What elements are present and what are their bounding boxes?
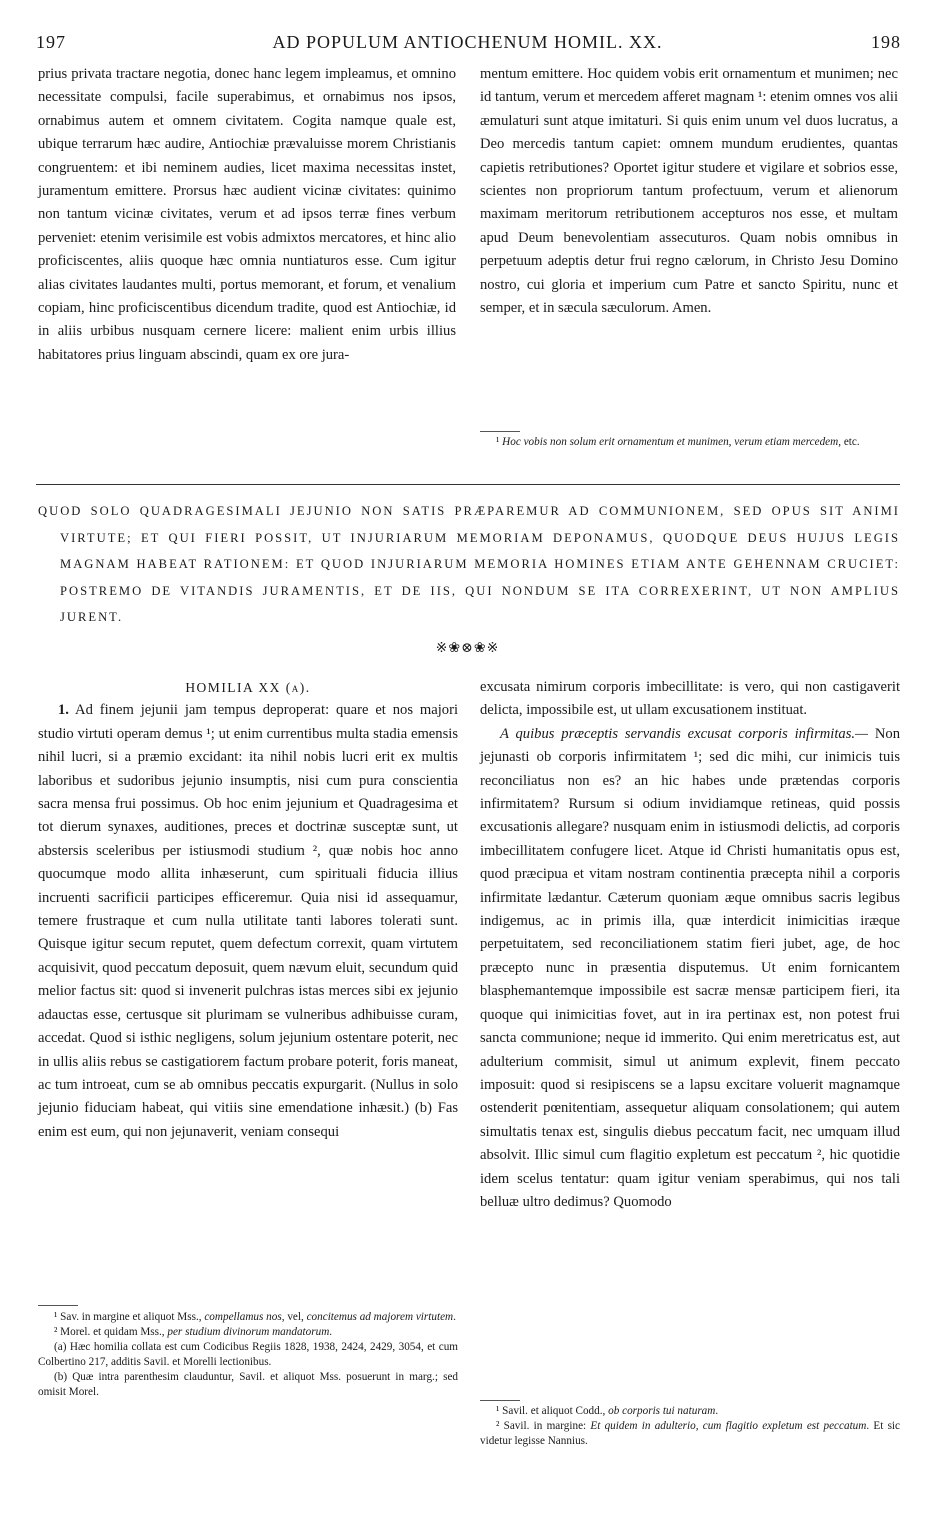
bottom-left-footnotes bbox=[38, 1310, 458, 1400]
page-number-left: 197 bbox=[36, 32, 66, 52]
footnote-text: Savil. in margine: bbox=[503, 1420, 591, 1432]
footnote-text: , etc. bbox=[838, 436, 860, 448]
footnote-rule-left bbox=[38, 1305, 78, 1306]
continuation-paragraph: excusata nimirum corporis imbecillitate: is vero, qui non castigaverit delicta, impossibile est, ut ullam excusationem instituat. bbox=[480, 679, 900, 719]
footnote-italic: ob corporis tui naturam bbox=[608, 1405, 716, 1417]
footnote-text: Hæc homilia collata est cum Codicibus Regiis 1828, 1938, 2424, 2429, 3054, et cum Colbertino 217, additis Savil. et Morelli lectionibus. bbox=[38, 1341, 458, 1368]
footnote-mark: ¹ bbox=[54, 1311, 58, 1323]
footnote-item bbox=[38, 1310, 458, 1325]
footnote-mark: ¹ bbox=[496, 436, 500, 448]
sidehead-paragraph bbox=[480, 723, 900, 1215]
ornament-fleuron: ※❀⊗❀※ bbox=[435, 641, 500, 656]
footnote-item bbox=[38, 1325, 458, 1340]
running-title: AD POPULUM ANTIOCHENUM HOMIL. XX. bbox=[272, 32, 663, 52]
section-divider bbox=[36, 484, 900, 485]
footnote-mark: (b) bbox=[54, 1371, 68, 1383]
footnote-item bbox=[38, 1340, 458, 1370]
footnote-italic: concitemus ad majorem virtutem bbox=[306, 1311, 454, 1323]
footnote-text: Morel. et quidam Mss., bbox=[60, 1326, 168, 1338]
homily-text: Ad finem jejunii jam tempus deproperat: quare et nos majori studio virtuti operam demus ¹; ut enim currentibus multa stadia emensis nihil lucri, si a præmio excidant: ita nihil nobis lucri erit ex multis laboribus et sudoribus jejunio insumptis, nisi cum pura conscientia sacra mensa frui possimus. Ob hoc enim jejunium et Quadragesima et tot dierum synaxes, auditiones, preces et doctrinæ susceptæ sunt, ut abstersis sceleribus per istiusmodi studium ², quæ nobis hoc anno quocumque modo allita inhæserunt, cum spirituali fiducia illius incruenti sacrificii participes efficeremur. Quia nisi id assequamur, temere frustraque et cum nulla utilitate tanti labores tolerati sunt. Quisque igitur secum reputet, quem defectum correxit, quam virtutem acquisivit, quod peccatum deposuit, quem nævum eluit, secundum quid melior factus sit: quod si invenerit pulchras istas merces sibi ex jejunio adauctas esse, certusque sit plurimam se vulneribus adhibuisse curam, accedat. Quod si isthic negligens, solum jejunium ostentare poterit, nec in ullis aliis rebus se castigatiorem factum probare poterit, foris maneat, ac tum introeat, cum se ab omnibus peccatis expurgarit. (Nullus in solo jejunio fiduciam habeat, qui vitiis sine emendatione inhæsit.) (b) Fas enim est eum, qui non jejunaverit, veniam consequi bbox=[38, 702, 458, 1140]
running-head bbox=[30, 32, 905, 62]
bottom-right-footnotes bbox=[480, 1404, 900, 1449]
footnote-text: Savil. et aliquot Codd., bbox=[502, 1405, 609, 1417]
footnote-text: . bbox=[329, 1326, 333, 1338]
footnote-rule bbox=[480, 431, 520, 432]
top-left-paragraph: prius privata tractare negotia, donec hanc legem impleamus, et omnino necessitate compulsi, facile superabimus, et ornabimus nos ipsos, ornabimus autem et omnem civitatem. Cogita namque quale est, ubique terrarum hæc audire, Antiochiæ prævaluisse morem Christianis congruentem: et ibi neminem audies, licet maxima necessitas instet, juramentum emittere. Prorsus hæc audient vicinæ civitates: quinimo non tantum vicinæ civitates, verum et ad ipsos terræ fines verbum perveniet: etenim verisimile est vobis admixtos mercatores, et hinc alio proficiscentes, aliis quoque hæc omnia nuntiaturos esse. Cum igitur alias civitates laudantes multi, portus memorant, et forum, et venalium copiam, hinc proficiscentibus dicendum tradite, quod est Antiochiæ, id in aliis urbibus nusquam cernere licere: malient enim urbis illius habitatores prius linguam abscindi, quam ex ore jura- bbox=[38, 66, 456, 363]
top-footnotes bbox=[480, 435, 898, 450]
footnote-italic: per studium divinorum mandatorum bbox=[167, 1326, 330, 1338]
footnote-rule-right bbox=[480, 1400, 520, 1401]
homily-heading: HOMILIA XX (a). bbox=[185, 680, 311, 695]
footnote-mark: ² bbox=[496, 1420, 500, 1432]
footnote-italic: compellamus nos bbox=[204, 1311, 282, 1323]
footnote-text: , vel, bbox=[281, 1311, 307, 1323]
paragraph-text: Non jejunasti ob corporis infirmitatem ¹; sed dic mihi, cur inimicis tuis reconciliatus non es? an hic habes unde prætendas corporis infirmitatem? Rursum si odium invidiamque retineas, quid possis excusationis allegare? nusquam enim in istiusmodi delictis, ad corporis imbecillitatem confugere licet. Atque id Christi humanitatis opus est, quod præcipua et vitam nostram continentia præcepta nihil a corporis infirmitate lædantur. Cæterum quoniam æque omnibus sacris legibus indigemus, ac in primis illa, quæ interdicit inimicitias iræque perpetuitatem, sed reconciliationem statim fieri jubet, age, de hoc præcepto nunc in præsentia disputemus. Ut enim fornicantem blasphemantemque impossibile est sacræ mensæ participem fieri, ita quoque qui inimicitias fovet, aut in ira pertinax est, non potest frui sancta communione; neque id immerito. Qui enim meretricatus est, aut adulterium commisit, simul ut animum explevit, finem peccato imposuit: quod si resipiscens se a lapsu excitare voluerit magnamque ostenderit pœnitentiam, assequetur aliquam consolationem; qui autem simultatis tenax est, singulis diebus peccatum facit, nec umquam illud absolvit. Illic simul cum flagitio expletum est peccatum ², hic quotidie idem scelus tentatur: quam igitur veniam sperabimus, qui nos tali belluæ ultro dedimus? Quomodo bbox=[480, 725, 900, 1210]
footnote-mark: ¹ bbox=[496, 1405, 500, 1417]
marginal-heading: A quibus præceptis servandis excusat corporis infirmitas.— bbox=[500, 725, 868, 742]
page-number-right: 198 bbox=[871, 32, 901, 52]
footnote-item bbox=[480, 435, 898, 450]
section-number: 1. bbox=[58, 702, 69, 719]
top-right-column bbox=[480, 63, 898, 320]
footnote-text: . Et sic videtur legisse Nannius. bbox=[480, 1420, 901, 1447]
footnote-text: Quæ intra parenthesim clauduntur, Savil. et aliquot Mss. posuerunt in marg.; sed omisit Morel. bbox=[38, 1371, 458, 1398]
footnote-text: Sav. in margine et aliquot Mss., bbox=[60, 1311, 205, 1323]
top-right-paragraph: mentum emittere. Hoc quidem vobis erit ornamentum et munimen; nec id tantum, verum et mercedem afferet magnam ¹: etenim omnes vos alii æmulaturi sunt atque imitaturi. Si quis enim unum vel duos lucratus, a Deo mercedis tantum capiet: omnem mundum erudientes, quantas capietis retributiones? Oportet igitur studere et vigilare et sobrios esse, scientes non propriorum tantum profectuum, verum et alienorum maximam meritorum retributionem accepturos nos esse, et multam apud Deum benevolentiam assecuturos. Quam nobis omnibus in perpetuum adeptis detur frui regno cælorum, in Christo Jesu Domino nostro, cui gloria et imperium cum Patre et sancto Spiritu, nunc et semper, et in sæcula sæculorum. Amen. bbox=[480, 66, 898, 317]
footnote-item bbox=[480, 1419, 900, 1449]
homily-paragraph-1 bbox=[38, 699, 458, 1144]
footnote-mark: ² bbox=[54, 1326, 58, 1338]
footnote-item bbox=[480, 1404, 900, 1419]
footnote-mark: (a) bbox=[54, 1341, 67, 1353]
bottom-right-column bbox=[480, 676, 900, 1214]
homily-argument bbox=[38, 498, 900, 631]
footnote-text: . bbox=[715, 1405, 719, 1417]
footnote-item bbox=[38, 1370, 458, 1400]
footnote-italic: Et quidem in adulterio, cum flagitio expletum est peccatum bbox=[590, 1420, 867, 1432]
argument-text: QUOD SOLO QUADRAGESIMALI JEJUNIO NON SATIS PRÆPAREMUR AD COMMUNIONEM, SED OPUS SIT ANIMI VIRTUTE; ET QUI FIERI POSSIT, UT INJURIARUM MEMORIAM DEPONAMUS, QUODQUE DEUS HUJUS LEGIS MAGNAM HABEAT RATIONEM: ET QUOD INJURIARUM MEMORIA HOMINES ETIAM ANTE GEHENNAM CRUCIET: POSTREMO DE VITANDIS JURAMENTIS, ET DE IIS, QUI NONDUM SE ITA CORREXERINT, UT NON AMPLIUS JURENT. bbox=[38, 504, 900, 624]
bottom-left-column bbox=[38, 676, 458, 1144]
footnote-text: . bbox=[453, 1311, 456, 1323]
top-left-column bbox=[38, 63, 456, 367]
footnote-italic: Hoc vobis non solum erit ornamentum et munimen, verum etiam mercedem bbox=[502, 436, 839, 448]
